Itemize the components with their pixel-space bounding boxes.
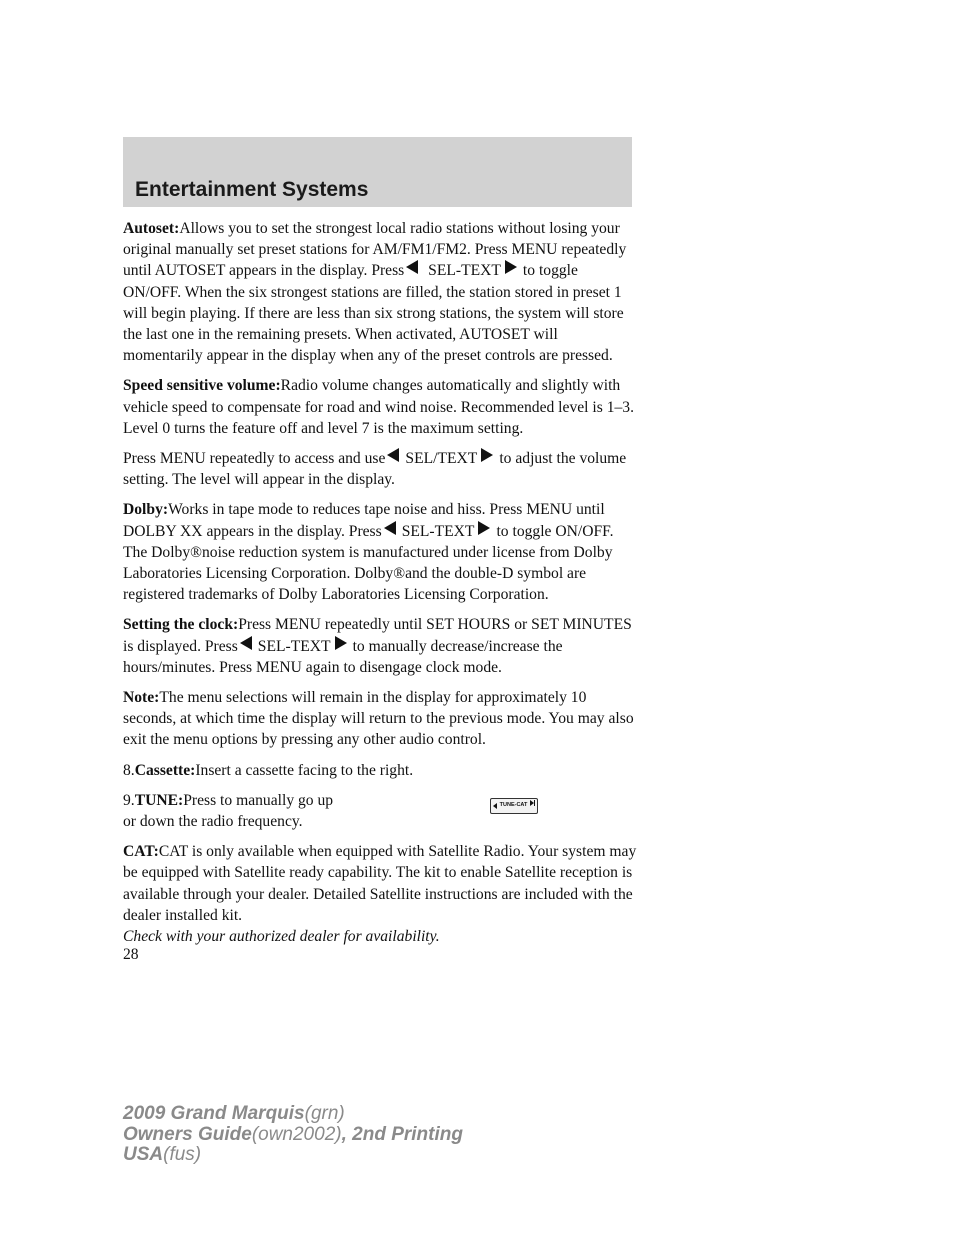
cat-paragraph (123, 841, 638, 947)
dolby-text-3: to toggle ON/OFF. (496, 522, 614, 540)
cassette-lead: Cassette: (134, 761, 196, 779)
speed-text-2c: to adjust the volume setting. The level will appear in the display. (123, 450, 627, 489)
footer-guide-code: (own2002) (251, 1123, 342, 1145)
clock-text-3: to manually decrease/increase the hours/minutes. Press MENU again to disengage clock mode. (123, 637, 563, 676)
cassette-number: 8. (123, 761, 135, 779)
footer-region-code: (fus) (163, 1144, 202, 1165)
note-lead: Note: (123, 689, 160, 707)
clock-lead: Setting the clock: (123, 616, 239, 634)
speed-lead: Speed sensitive volume: (123, 377, 281, 395)
page-content (123, 218, 638, 956)
right-arrow-icon (478, 521, 490, 535)
tune-text-2: or down the radio frequency. (123, 813, 303, 831)
speed-text-1: Radio volume changes automatically and slightly with vehicle speed to compensate for road and wind noise. Recommended level is 1–3. Level 0 turns the feature off and level 7 is the maximum setting. (123, 377, 634, 437)
footer-printing: , 2nd Printing (341, 1123, 463, 1145)
clock-text-1: Press MENU repeatedly until SET HOURS or SET MINUTES is displayed. Press (123, 616, 632, 655)
tune-paragraph (123, 790, 638, 832)
clock-paragraph (123, 614, 638, 678)
speed-text-2b: SEL/TEXT (405, 450, 478, 468)
dolby-paragraph (123, 499, 638, 541)
autoset-text-3: to toggle ON/OFF. When the six strongest stations are filled, the station stored in preset 1 will begin playing. If there are less than six strong stations, the system will store the last one in the remaining presets. When activated, AUTOSET will momentarily appear in the display when any of the preset controls are pressed. (123, 262, 624, 365)
clock-text-2: SEL-TEXT (257, 637, 331, 655)
right-arrow-icon (481, 448, 493, 462)
dolby-text-2: SEL-TEXT (401, 522, 475, 540)
tune-number: 9. (123, 791, 135, 809)
tune-cat-button-illustration (490, 798, 538, 814)
note-paragraph (123, 687, 638, 751)
cat-text: CAT is only available when equipped with Satellite Radio. Your system may be equipped with Satellite ready capability. The kit to enable Satellite reception is available through your dealer. Detailed Satellite instructions are included with the dealer installed kit. (123, 843, 637, 924)
skip-bar-icon (534, 800, 535, 806)
section-title: Entertainment Systems (135, 178, 369, 201)
seek-down-icon (493, 803, 497, 809)
right-arrow-icon (335, 636, 347, 650)
footer-region: USA (123, 1144, 164, 1165)
dolby-text-1: Works in tape mode to reduces tape noise and hiss. Press MENU until DOLBY XX appears in the display. Press (123, 501, 605, 540)
right-arrow-icon (505, 260, 517, 274)
autoset-lead: Autoset: (123, 220, 180, 237)
left-arrow-icon (406, 260, 418, 274)
cassette-text: Insert a cassette facing to the right. (195, 761, 414, 779)
tune-text-1: Press to manually go up (183, 791, 334, 809)
tune-section (123, 790, 638, 832)
speed-paragraph (123, 375, 638, 439)
footer-guide: Owners Guide (123, 1123, 252, 1145)
cassette-paragraph (123, 760, 638, 781)
note-text: The menu selections will remain in the display for approximately 10 seconds, at which time the display will return to the previous mode. You may also exit the menu options by pressing any other audio control. (123, 689, 634, 749)
autoset-text-1: Allows you to set the strongest local radio stations without losing your original manually set preset stations for AM/FM1/FM2. Press MENU repeatedly until AUTOSET appears in the display. Press (123, 220, 627, 280)
document-footer (123, 1104, 623, 1166)
page-number: 28 (123, 946, 139, 963)
footer-model-code: (grn) (304, 1103, 345, 1124)
footer-model: 2009 Grand Marquis (123, 1103, 305, 1124)
speed-text-2a: Press MENU repeatedly to access and use (123, 450, 386, 468)
dolby-lead: Dolby: (123, 501, 169, 519)
left-arrow-icon (384, 521, 396, 535)
cat-lead: CAT: (123, 843, 159, 861)
dolby-note: The Dolby®noise reduction system is manufactured under license from Dolby Laboratories Licensing Corporation. Dolby®and the double-D symbol are registered trademarks of Dolby Laboratories Licensing Corporation. (123, 543, 613, 604)
left-arrow-icon (240, 636, 252, 650)
section-header (123, 137, 632, 207)
autoset-paragraph (123, 218, 638, 366)
autoset-text-2: SEL-TEXT (428, 262, 501, 280)
cat-italic-note: Check with your authorized dealer for availability. (123, 928, 440, 946)
tune-lead: TUNE: (134, 791, 184, 809)
tune-cat-label: TUNE-CAT (499, 802, 528, 809)
left-arrow-icon (387, 448, 399, 462)
speed-paragraph-2 (123, 448, 638, 490)
